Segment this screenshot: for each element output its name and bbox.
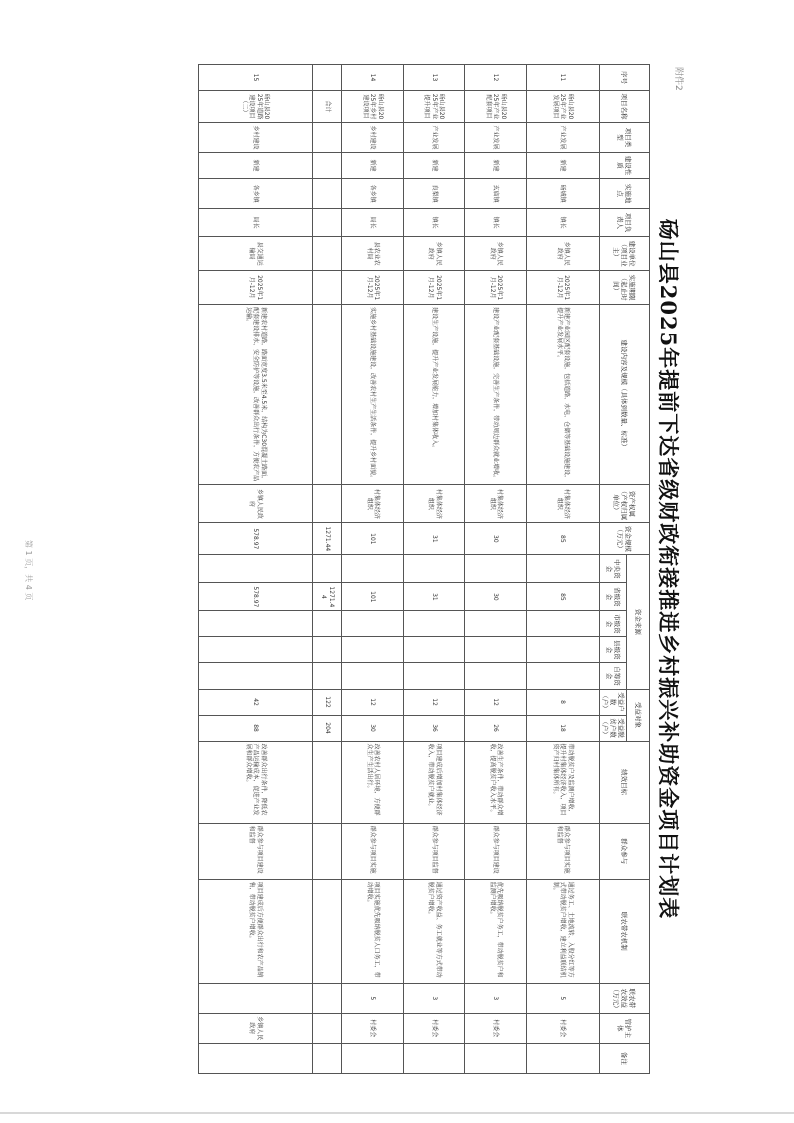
cell-central [342, 555, 403, 583]
header-responsible: 项目负责人 [599, 209, 649, 237]
cell-beneficiary-households: 12 [465, 689, 526, 715]
cell-project-type: 产业发展 [403, 123, 464, 153]
cell-central [312, 555, 342, 583]
cell-owner: 乡镇人民政府 [526, 237, 599, 271]
cell-management [312, 1013, 342, 1043]
table-row [403, 65, 464, 1074]
header-total-funds: 资金规模（万元） [599, 523, 649, 555]
header-start-end: 实施期限（起止时间） [599, 271, 649, 305]
cell-seq: 13 [403, 65, 464, 91]
cell-poor-households: 36 [403, 715, 464, 741]
page-bottom-rule [0, 1112, 794, 1114]
cell-responsible: 镇长 [465, 209, 526, 237]
cell-income: 3 [403, 983, 464, 1013]
cell-total-funds: 85 [526, 523, 599, 555]
cell-linkage: 通过资产收益、务工就业等方式带动脱贫户增收。 [403, 879, 464, 983]
cell-management: 村委会 [526, 1013, 599, 1043]
cell-remark [403, 1043, 464, 1073]
header-income: 联农带农效益（万元） [599, 983, 649, 1013]
cell-beneficiary-households: 12 [342, 689, 403, 715]
cell-city [403, 611, 464, 637]
table-row [342, 65, 403, 1074]
cell-mechanism: 群众参与项目实施 [342, 823, 403, 879]
cell-remark [526, 1043, 599, 1073]
cell-beneficiary-households: 122 [312, 689, 342, 715]
cell-income: 5 [526, 983, 599, 1013]
table-row [465, 65, 526, 1074]
cell-content: 实施乡村基础设施建设，改善农村生产生活条件，提升乡村面貌。 [342, 305, 403, 485]
header-performance: 绩效目标 [599, 741, 649, 823]
table-row [312, 65, 342, 1074]
cell-remark [312, 1043, 342, 1073]
cell-county [199, 637, 313, 663]
cell-income [312, 983, 342, 1013]
cell-project-type: 乡村建设 [342, 123, 403, 153]
header-seq: 序号 [599, 65, 649, 91]
cell-income [199, 983, 313, 1013]
cell-seq [312, 65, 342, 91]
cell-linkage: 优先吸纳脱贫户务工，带动脱贫户和监测户增收。 [465, 879, 526, 983]
cell-central [465, 555, 526, 583]
cell-subtype: 新建 [342, 153, 403, 179]
cell-asset-owner: 村集体经济组织 [465, 485, 526, 523]
cell-performance [312, 741, 342, 823]
cell-provincial: 578.97 [199, 583, 313, 611]
cell-project-name: 砀山县2025年产业发展项目 [526, 91, 599, 123]
cell-remark [465, 1043, 526, 1073]
cell-city [342, 611, 403, 637]
header-poor-households: 受益脱贫户数（户） [599, 715, 626, 741]
cell-management: 村委会 [465, 1013, 526, 1043]
cell-self [199, 663, 313, 689]
cell-asset-owner: 村集体经济组织 [342, 485, 403, 523]
cell-location [312, 179, 342, 209]
cell-subtype: 新建 [526, 153, 599, 179]
header-owner: 建设单位（项目业主） [599, 237, 649, 271]
cell-location: 玄庙镇 [465, 179, 526, 209]
cell-location: 各乡镇 [342, 179, 403, 209]
cell-county [342, 637, 403, 663]
header-row-1 [627, 65, 650, 1074]
cell-poor-households: 26 [465, 715, 526, 741]
cell-subtype [312, 153, 342, 179]
cell-county [465, 637, 526, 663]
cell-asset-owner: 乡镇人民政府 [199, 485, 313, 523]
page-counter: 第 1 页，共 4 页 [24, 540, 33, 601]
cell-owner [312, 237, 342, 271]
header-linkage: 联农带农机制 [599, 879, 649, 983]
table-row [526, 65, 599, 1074]
cell-total-funds: 101 [342, 523, 403, 555]
cell-responsible: 镇长 [403, 209, 464, 237]
cell-county [312, 637, 342, 663]
header-provincial: 省级资金 [599, 583, 626, 611]
cell-owner: 乡镇人民政府 [403, 237, 464, 271]
cell-beneficiary-households: 12 [403, 689, 464, 715]
header-management: 管护主体 [599, 1013, 649, 1043]
cell-project-name: 合计 [312, 91, 342, 123]
cell-management: 村委会 [403, 1013, 464, 1043]
header-asset-owner: 资产权属（产权归属单位） [599, 485, 649, 523]
header-funds-group: 资金来源 [627, 555, 650, 689]
cell-start-end: 2025年1月-12月 [403, 271, 464, 305]
cell-total-funds: 30 [465, 523, 526, 555]
cell-provincial: 85 [526, 583, 599, 611]
cell-mechanism: 群众参与项目监督 [403, 823, 464, 879]
cell-content [312, 305, 342, 485]
cell-subtype: 新建 [199, 153, 313, 179]
cell-provincial: 101 [342, 583, 403, 611]
cell-seq: 14 [342, 65, 403, 91]
cell-city [526, 611, 599, 637]
table-row [199, 65, 313, 1074]
cell-linkage [312, 879, 342, 983]
cell-total-funds: 31 [403, 523, 464, 555]
cell-seq: 11 [526, 65, 599, 91]
cell-content: 新建产业园区配套设施，包括道路、水电、仓储等基础设施建设，提升产业发展水平。 [526, 305, 599, 485]
rotated-document [196, 64, 686, 1074]
cell-project-name: 砀山县2025年产业配套项目 [465, 91, 526, 123]
document-title: 砀山县2025年提前下达省级财政衔接推进乡村振兴补助资金项目计划表 [656, 218, 681, 920]
header-remark: 备注 [599, 1043, 649, 1073]
cell-performance: 改善生产条件，带动群众增收，提高脱贫户收入水平。 [465, 741, 526, 823]
cell-mechanism: 群众参与项目实施和监督 [526, 823, 599, 879]
cell-content: 建设生产设施，提升产业发展能力，增加村集体收入。 [403, 305, 464, 485]
cell-self [312, 663, 342, 689]
cell-owner: 县农业农村局 [342, 237, 403, 271]
table-body [199, 65, 600, 1074]
cell-content: 新建农村道路，路面宽度3.5米至4.5米，结构为C30混凝土路面，配套建设排水、安全防护等设施，改善群众出行条件，方便农产品运输。 [199, 305, 313, 485]
cell-project-type: 乡村建设 [199, 123, 313, 153]
cell-county [403, 637, 464, 663]
cell-self [403, 663, 464, 689]
cell-start-end [312, 271, 342, 305]
cell-remark [342, 1043, 403, 1073]
header-central: 中央资金 [599, 555, 626, 583]
cell-poor-households: 30 [342, 715, 403, 741]
cell-management: 乡镇人民政府 [199, 1013, 313, 1043]
header-beneficiary-group: 受益对象 [627, 689, 650, 741]
cell-location: 砀城镇 [526, 179, 599, 209]
header-county: 县级资金 [599, 637, 626, 663]
cell-mechanism [312, 823, 342, 879]
cell-location: 良梨镇 [403, 179, 464, 209]
cell-responsible: 局长 [199, 209, 313, 237]
header-location: 实施地点 [599, 179, 649, 209]
cell-start-end: 2025年1月-12月 [465, 271, 526, 305]
cell-self [465, 663, 526, 689]
cell-beneficiary-households: 8 [526, 689, 599, 715]
cell-central [199, 555, 313, 583]
cell-provincial: 1271.44 [312, 583, 342, 611]
cell-self [526, 663, 599, 689]
cell-asset-owner: 村集体经济组织 [526, 485, 599, 523]
cell-remark [199, 1043, 313, 1073]
cell-asset-owner [312, 485, 342, 523]
cell-total-funds: 578.97 [199, 523, 313, 555]
cell-income: 3 [465, 983, 526, 1013]
cell-income: 5 [342, 983, 403, 1013]
cell-start-end: 2025年1月-12月 [342, 271, 403, 305]
cell-owner: 县交通运输局 [199, 237, 313, 271]
header-content: 建设内容及规模（具体到数量、标准） [599, 305, 649, 485]
cell-project-name: 砀山县2025年产业提升项目 [403, 91, 464, 123]
cell-central [526, 555, 599, 583]
cell-poor-households: 88 [199, 715, 313, 741]
header-project-type: 项目类型 [599, 123, 649, 153]
header-subtype: 建设性质 [599, 153, 649, 179]
cell-self [342, 663, 403, 689]
cell-poor-households: 18 [526, 715, 599, 741]
cell-management: 村委会 [342, 1013, 403, 1043]
cell-performance: 改善群众出行条件，降低农产品运输成本，促进产业发展和群众增收。 [199, 741, 313, 823]
cell-city [312, 611, 342, 637]
header-mechanism: 群众参与 [599, 823, 649, 879]
cell-central [403, 555, 464, 583]
cell-mechanism: 群众参与项目建设和监督 [199, 823, 313, 879]
cell-linkage: 通过务工、土地流转、入股分红等方式带动脱贫户增收，建立利益联结机制。 [526, 879, 599, 983]
cell-city [199, 611, 313, 637]
cell-location: 各乡镇 [199, 179, 313, 209]
cell-project-name: 砀山县2025年道路建设项目（二） [199, 91, 313, 123]
cell-poor-households: 204 [312, 715, 342, 741]
cell-project-type: 产业发展 [526, 123, 599, 153]
cell-start-end: 2025年1月-12月 [199, 271, 313, 305]
cell-content: 建设产业配套基础设施，完善生产条件，带动周边群众就业增收。 [465, 305, 526, 485]
project-table [198, 64, 650, 1074]
cell-project-name: 砀山县2025年乡村建设项目 [342, 91, 403, 123]
cell-subtype: 新建 [465, 153, 526, 179]
cell-project-type: 产业发展 [465, 123, 526, 153]
attachment-label: 附件2 [673, 67, 683, 91]
header-city: 市级资金 [599, 611, 626, 637]
cell-project-type [312, 123, 342, 153]
cell-performance: 改善农村人居环境，方便群众生产生活出行。 [342, 741, 403, 823]
cell-responsible: 镇长 [526, 209, 599, 237]
cell-county [526, 637, 599, 663]
cell-responsible [312, 209, 342, 237]
cell-owner: 乡镇人民政府 [465, 237, 526, 271]
cell-city [465, 611, 526, 637]
cell-responsible: 局长 [342, 209, 403, 237]
cell-beneficiary-households: 42 [199, 689, 313, 715]
cell-linkage: 项目实施优先吸纳脱贫人口务工，带动增收。 [342, 879, 403, 983]
header-project-name: 项目名称 [599, 91, 649, 123]
cell-mechanism: 群众参与项目建设 [465, 823, 526, 879]
cell-total-funds: 1271.44 [312, 523, 342, 555]
cell-seq: 15 [199, 65, 313, 91]
header-beneficiary-households: 受益户数（户） [599, 689, 626, 715]
cell-start-end: 2025年1月-12月 [526, 271, 599, 305]
cell-performance: 项目建成后增加村集体经济收入，带动脱贫户就业。 [403, 741, 464, 823]
cell-asset-owner: 村集体经济组织 [403, 485, 464, 523]
header-self: 自筹资金 [599, 663, 626, 689]
cell-provincial: 31 [403, 583, 464, 611]
cell-seq: 12 [465, 65, 526, 91]
cell-linkage: 项目建成后方便群众出行和农产品销售，带动脱贫户增收。 [199, 879, 313, 983]
cell-subtype: 新建 [403, 153, 464, 179]
cell-performance: 带动脱贫户及监测户增收，提升村集体经济收入，项目资产归村集体所有。 [526, 741, 599, 823]
cell-provincial: 30 [465, 583, 526, 611]
